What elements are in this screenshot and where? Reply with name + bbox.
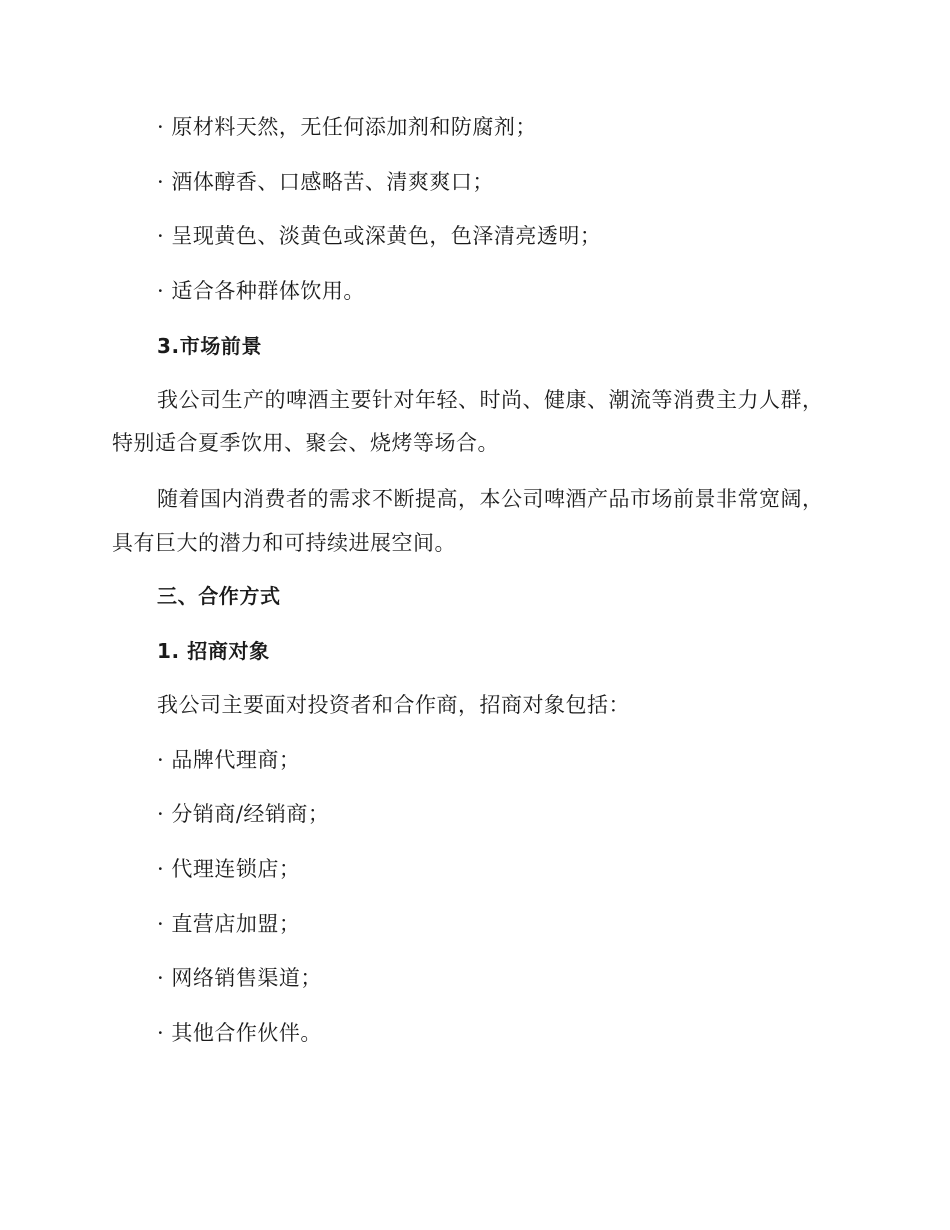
market-paragraph-2-line-1: 随着国内消费者的需求不断提高，本公司啤酒产品市场前景非常宽阔， [157,487,824,511]
feature-item-suitable-groups: · 适合各种群体饮用。 [157,279,365,303]
feature-item-taste: · 酒体醇香、口感略苦、清爽爽口； [157,170,494,194]
target-item-franchise: · 直营店加盟； [157,912,301,936]
investment-targets-intro: 我公司主要面对投资者和合作商，招商对象包括： [157,693,630,717]
target-item-other-partners: · 其他合作伙伴。 [157,1021,322,1045]
target-item-brand-agent: · 品牌代理商； [157,748,301,772]
target-item-online-channel: · 网络销售渠道； [157,966,322,990]
target-item-distributor: · 分销商/经销商； [157,802,330,826]
section-heading-market-prospect: 3.市场前景 [157,334,263,358]
section-heading-cooperation: 三、合作方式 [157,584,281,608]
feature-item-natural-ingredients: · 原材料天然，无任何添加剂和防腐剂； [157,115,537,139]
feature-item-color: · 呈现黄色、淡黄色或深黄色，色泽清亮透明； [157,224,602,248]
market-paragraph-1-line-2: 特别适合夏季饮用、聚会、烧烤等场合。 [112,431,499,455]
target-item-chain-store: · 代理连锁店； [157,857,301,881]
market-paragraph-1-line-1: 我公司生产的啤酒主要针对年轻、时尚、健康、潮流等消费主力人群， [157,388,824,412]
subsection-heading-investment-targets: 1. 招商对象 [157,639,270,663]
market-paragraph-2-line-2: 具有巨大的潜力和可持续进展空间。 [112,531,456,555]
